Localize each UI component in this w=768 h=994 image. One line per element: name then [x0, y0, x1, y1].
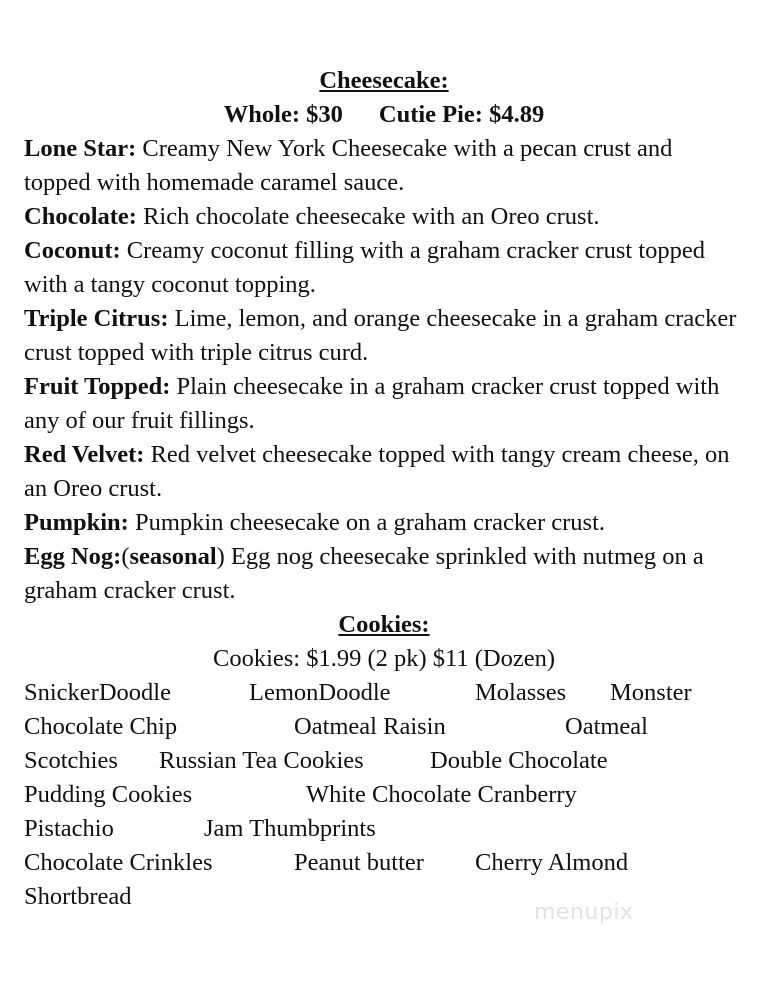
menupix-watermark: menupix: [534, 900, 634, 925]
cheesecake-item: [24, 234, 744, 302]
cookie-name: Oatmeal: [565, 713, 648, 740]
item-name: Pumpkin:: [24, 509, 129, 536]
paren-open: (: [121, 543, 130, 570]
cookie-name: Monster: [610, 679, 692, 706]
cookie-name: White Chocolate Cranberry: [306, 781, 577, 808]
item-description: Red velvet cheesecake topped with tangy cream cheese, on an Oreo crust.: [24, 441, 730, 502]
item-name: Egg Nog:: [24, 543, 122, 570]
item-name: Lone Star:: [24, 135, 137, 162]
seasonal-label: seasonal: [129, 543, 217, 570]
cookie-name: Double Chocolate: [430, 747, 608, 774]
item-description: Pumpkin cheesecake on a graham cracker crust.: [128, 509, 606, 536]
cookie-name: LemonDoodle: [249, 679, 391, 706]
cookies-price: Cookies: $1.99 (2 pk) $11 (Dozen): [212, 645, 556, 672]
cookie-row: [24, 880, 744, 914]
item-description: Creamy New York Cheesecake with a pecan crust and topped with homemade caramel sauce.: [24, 135, 673, 196]
item-description: Rich chocolate cheesecake with an Oreo crust.: [136, 203, 600, 230]
cookie-name: Chocolate Crinkles: [24, 849, 213, 876]
cheesecake-item: [24, 506, 744, 540]
cookie-name: Pudding Cookies: [24, 781, 193, 808]
cookie-name: Pistachio: [24, 815, 114, 842]
cookie-name: Cherry Almond: [475, 849, 629, 876]
cookie-name: Scotchies: [24, 747, 118, 774]
cutie-pie-price: Cutie Pie: $4.89: [378, 101, 545, 128]
cookie-name: Peanut butter: [294, 849, 424, 876]
cheesecake-item-eggnog: [24, 540, 744, 608]
cheesecake-item: [24, 370, 744, 438]
item-name: Red Velvet:: [24, 441, 145, 468]
cookies-heading: Cookies:: [338, 611, 430, 638]
cookie-name: Shortbread: [24, 883, 132, 910]
cookie-name: Molasses: [475, 679, 567, 706]
cookie-row: [24, 676, 744, 710]
item-name: Fruit Topped:: [24, 373, 171, 400]
cookie-row: [24, 846, 744, 880]
cheesecake-heading: Cheesecake:: [319, 67, 449, 94]
item-description: Lime, lemon, and orange cheesecake in a graham cracker crust topped with triple citrus curd.: [24, 305, 737, 366]
cookie-name: Oatmeal Raisin: [294, 713, 446, 740]
cheesecake-item: [24, 302, 744, 370]
cookie-row: [24, 710, 744, 744]
cookie-name: Jam Thumbprints: [204, 815, 376, 842]
item-name: Chocolate:: [24, 203, 137, 230]
cookie-row: [24, 778, 744, 812]
item-name: Triple Citrus:: [24, 305, 169, 332]
cheesecake-item: [24, 200, 744, 234]
item-description: ) Egg nog cheesecake sprinkled with nutmeg on a graham cracker crust.: [24, 543, 704, 604]
cookie-row: [24, 744, 744, 778]
whole-price: Whole: $30: [223, 101, 343, 128]
cookie-name: Chocolate Chip: [24, 713, 178, 740]
item-description: Creamy coconut filling with a graham cracker crust topped with a tangy coconut topping.: [24, 237, 706, 298]
cookie-row: [24, 812, 744, 846]
cheesecake-item: [24, 132, 744, 200]
cheesecake-item: [24, 438, 744, 506]
cookie-name: Russian Tea Cookies: [159, 747, 364, 774]
cookie-name: SnickerDoodle: [24, 679, 171, 706]
item-description: Plain cheesecake in a graham cracker crust topped with any of our fruit fillings.: [24, 373, 720, 434]
item-name: Coconut:: [24, 237, 121, 264]
cheesecake-prices: [24, 98, 744, 132]
